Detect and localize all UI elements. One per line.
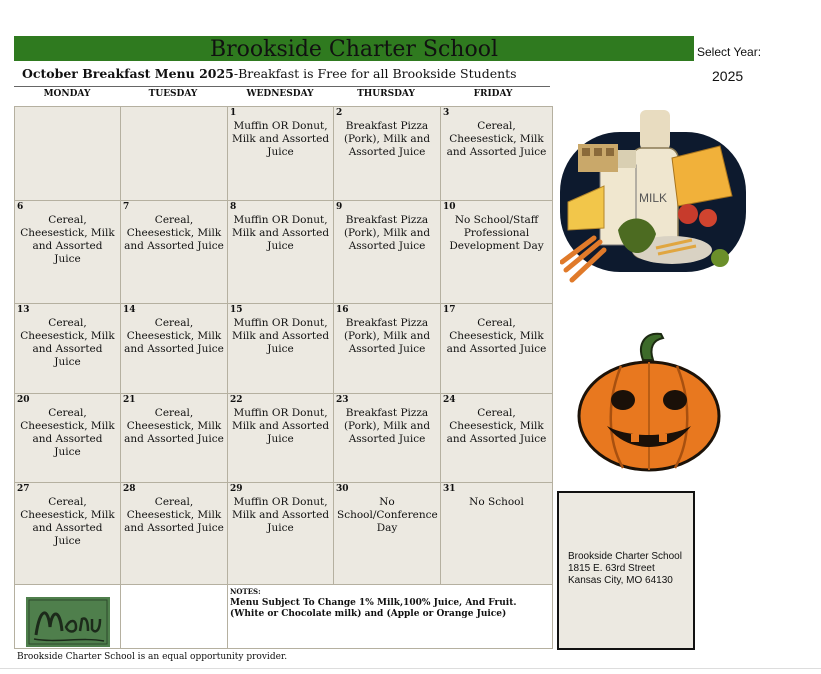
day-cell	[334, 201, 441, 304]
menu-logo-cell	[14, 584, 121, 649]
jack-o-lantern-pumpkin-icon	[577, 330, 722, 472]
day-number: 22	[230, 395, 243, 405]
calendar-grid	[14, 106, 553, 585]
day-menu: Cereal, Cheesestick, Milk and Assorted Juice	[446, 317, 547, 355]
day-menu: Muffin OR Donut, Milk and Assorted Juice	[231, 317, 330, 355]
day-menu	[15, 118, 120, 120]
day-menu: Cereal, Cheesestick, Milk and Assorted Juice	[446, 120, 547, 158]
day-cell	[441, 483, 553, 585]
day-menu: Cereal, Cheesestick, Milk and Assorted Juice	[20, 496, 115, 547]
day-number: 2	[336, 108, 343, 118]
day-cell	[441, 201, 553, 304]
day-number: 3	[443, 108, 450, 118]
day-menu: Muffin OR Donut, Milk and Assorted Juice	[231, 496, 330, 534]
address-box	[557, 491, 695, 650]
address-street: 1815 E. 63rd Street	[568, 563, 655, 574]
select-year-label: Select Year:	[697, 45, 762, 59]
day-cell	[441, 304, 553, 394]
day-menu: No School/Conference Day	[337, 496, 438, 534]
day-number	[15, 107, 120, 118]
blank-cell	[120, 584, 228, 649]
bottom-divider	[0, 668, 821, 669]
school-title: Brookside Charter School	[209, 37, 499, 62]
week-row	[15, 304, 553, 394]
day-cell	[334, 394, 441, 483]
footer-text: Brookside Charter School is an equal opportunity provider.	[17, 652, 288, 662]
weekday-monday: MONDAY	[43, 89, 91, 99]
day-menu: Cereal, Cheesestick, Milk and Assorted Juice	[446, 407, 547, 445]
day-cell	[15, 201, 121, 304]
day-cell	[15, 483, 121, 585]
week-row	[15, 107, 553, 201]
day-cell	[15, 394, 121, 483]
menu-subtitle-text: -Breakfast is Free for all Brookside Students	[233, 66, 517, 81]
day-number: 1	[230, 108, 237, 118]
day-number: 20	[17, 395, 30, 405]
weekday-thursday: THURSDAY	[357, 89, 415, 99]
day-cell	[121, 201, 228, 304]
day-number: 30	[336, 484, 349, 494]
day-cell	[15, 107, 121, 201]
day-menu: Muffin OR Donut, Milk and Assorted Juice	[231, 214, 330, 252]
day-menu: Muffin OR Donut, Milk and Assorted Juice	[231, 120, 330, 158]
day-menu: Breakfast Pizza (Pork), Milk and Assorted Juice	[343, 317, 431, 355]
weekday-header	[14, 89, 552, 107]
day-cell	[334, 483, 441, 585]
day-cell	[228, 107, 334, 201]
notes-text: Menu Subject To Change 1% Milk,100% Juice, And Fruit. (White or Chocolate milk) and (Apple or Orange Juice)	[230, 598, 517, 619]
day-cell	[121, 107, 228, 201]
day-menu: Breakfast Pizza (Pork), Milk and Assorted Juice	[343, 407, 431, 445]
school-address	[568, 551, 682, 587]
notes-row	[14, 584, 552, 648]
day-number: 13	[17, 305, 30, 315]
day-menu: Cereal, Cheesestick, Milk and Assorted Juice	[20, 407, 115, 458]
day-menu: Cereal, Cheesestick, Milk and Assorted Juice	[20, 317, 115, 368]
day-number: 21	[123, 395, 136, 405]
menu-title: October Breakfast Menu 2025	[22, 66, 234, 81]
day-menu: Cereal, Cheesestick, Milk and Assorted Juice	[124, 214, 224, 252]
menu-logo	[26, 597, 110, 647]
week-row	[15, 483, 553, 585]
week-row	[15, 201, 553, 304]
day-cell	[121, 394, 228, 483]
address-name: Brookside Charter School	[568, 551, 682, 562]
day-menu: Cereal, Cheesestick, Milk and Assorted Juice	[124, 407, 224, 445]
svg-text:MILK: MILK	[639, 191, 668, 205]
year-select[interactable]: 2025	[712, 68, 744, 84]
day-number: 24	[443, 395, 456, 405]
notes-label: NOTES:	[230, 587, 261, 596]
day-number: 17	[443, 305, 456, 315]
day-cell	[121, 483, 228, 585]
day-number: 15	[230, 305, 243, 315]
day-menu: Muffin OR Donut, Milk and Assorted Juice	[231, 407, 330, 445]
day-menu: Cereal, Cheesestick, Milk and Assorted Juice	[124, 496, 224, 534]
day-cell	[441, 107, 553, 201]
address-city: Kansas City, MO 64130	[568, 575, 673, 586]
breakfast-food-illustration-icon	[560, 110, 760, 295]
day-cell	[441, 394, 553, 483]
day-cell	[228, 304, 334, 394]
notes-cell	[227, 584, 553, 649]
day-number: 29	[230, 484, 243, 494]
day-menu: Breakfast Pizza (Pork), Milk and Assorted Juice	[343, 214, 431, 252]
day-number: 8	[230, 202, 237, 212]
day-number: 14	[123, 305, 136, 315]
week-row	[15, 394, 553, 483]
day-number: 31	[443, 484, 456, 494]
day-cell	[15, 304, 121, 394]
day-number: 7	[123, 202, 130, 212]
day-cell	[228, 394, 334, 483]
header-divider	[14, 86, 550, 87]
menu-logo-icon	[26, 597, 110, 647]
weekday-wednesday: WEDNESDAY	[246, 89, 314, 99]
day-menu: Breakfast Pizza (Pork), Milk and Assorted Juice	[343, 120, 431, 158]
day-number: 23	[336, 395, 349, 405]
day-number: 27	[17, 484, 30, 494]
day-number: 16	[336, 305, 349, 315]
day-menu: No School/Staff Professional Development Day	[449, 214, 544, 252]
day-cell	[121, 304, 228, 394]
day-number: 10	[443, 202, 456, 212]
day-number	[121, 107, 227, 118]
day-cell	[228, 201, 334, 304]
day-menu	[121, 118, 227, 120]
menu-subtitle	[22, 66, 517, 81]
day-number: 9	[336, 202, 343, 212]
day-number: 6	[17, 202, 24, 212]
weekday-friday: FRIDAY	[473, 89, 513, 99]
day-cell	[334, 304, 441, 394]
day-cell	[334, 107, 441, 201]
weekday-tuesday: TUESDAY	[148, 89, 198, 99]
day-number: 28	[123, 484, 136, 494]
day-menu: No School	[469, 496, 524, 508]
day-menu: Cereal, Cheesestick, Milk and Assorted Juice	[124, 317, 224, 355]
day-menu: Cereal, Cheesestick, Milk and Assorted Juice	[20, 214, 115, 265]
day-cell	[228, 483, 334, 585]
